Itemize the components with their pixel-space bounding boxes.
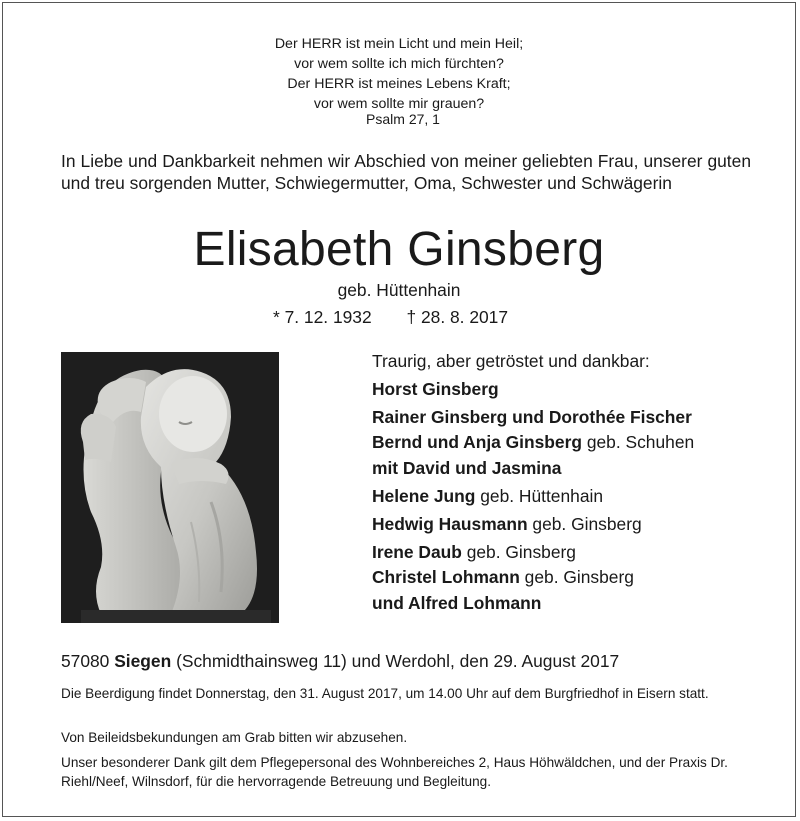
mourner-name: Irene Daub (372, 542, 462, 562)
list-item (372, 589, 694, 617)
verse-reference: Psalm 27, 1 (366, 111, 440, 127)
verse-line: Der HERR ist mein Licht und mein Heil; (274, 36, 524, 52)
mourner-suffix: geb. Ginsberg (527, 514, 642, 534)
place-rest: (Schmidthainsweg 11) und Werdohl, den 29. August 2017 (171, 651, 620, 671)
sculpture-photo (61, 352, 279, 623)
mourners-heading: Traurig, aber getröstet und dankbar: (372, 351, 650, 371)
life-dates (273, 307, 508, 328)
mourner-suffix: geb. Ginsberg (461, 542, 576, 562)
list-item (372, 538, 694, 566)
list-item (372, 482, 694, 510)
mourner-suffix: geb. Schuhen (582, 432, 695, 452)
zip-code: 57080 (61, 651, 115, 671)
deceased-name: Elisabeth Ginsberg (193, 223, 605, 276)
intro-text: In Liebe und Dankbarkeit nehmen wir Abschied von meiner geliebten Frau, unserer guten und treu sorgenden Mutter, Schwiegermutter, Oma, Schwester und Schwägerin (61, 151, 751, 193)
verse-line: vor wem sollte ich mich fürchten? (294, 56, 504, 72)
list-item (372, 431, 694, 454)
mourner-name: Helene Jung (372, 486, 476, 506)
obituary-frame (2, 2, 796, 817)
city: Siegen (114, 651, 172, 671)
stone-sculpture-icon (61, 352, 279, 623)
list-item (372, 454, 694, 482)
mourner-name: Rainer Ginsberg und Dorothée Fischer (372, 407, 692, 427)
mourner-name: Bernd und Anja Ginsberg (372, 432, 582, 452)
mourner-name: und Alfred Lohmann (372, 593, 542, 613)
mourners-list (372, 347, 694, 617)
mourner-name: Horst Ginsberg (372, 379, 499, 399)
list-item (372, 510, 694, 538)
mourner-name: Hedwig Hausmann (372, 514, 528, 534)
condolence-note: Von Beileidsbekundungen am Grab bitten wir abzusehen. (61, 730, 408, 745)
thanks-note: Unser besonderer Dank gilt dem Pflegepersonal des Wohnbereiches 2, Haus Höhwäldchen, und der Praxis Dr. Riehl/Neef, Wilnsdorf, für die hervorragende Betreuung und Begleitung. (61, 755, 728, 789)
funeral-note: Die Beerdigung findet Donnerstag, den 31. August 2017, um 14.00 Uhr auf dem Burgfriedhof in Eisern statt. (61, 686, 709, 701)
death-date: † 28. 8. 2017 (406, 307, 509, 327)
maiden-name: geb. Hüttenhain (337, 280, 461, 300)
mourner-name: Christel Lohmann (372, 567, 520, 587)
bible-verse (3, 34, 795, 114)
list-item (372, 375, 694, 403)
birth-date: * 7. 12. 1932 (273, 307, 372, 327)
mourner-name: mit David und Jasmina (372, 458, 562, 478)
verse-line: vor wem sollte mir grauen? (313, 96, 485, 112)
mourner-suffix: geb. Hüttenhain (475, 486, 604, 506)
verse-line: Der HERR ist meines Lebens Kraft; (287, 76, 511, 92)
mourner-suffix: geb. Ginsberg (519, 567, 634, 587)
list-item (372, 566, 694, 589)
list-item (372, 403, 694, 431)
place-and-date (61, 651, 619, 672)
